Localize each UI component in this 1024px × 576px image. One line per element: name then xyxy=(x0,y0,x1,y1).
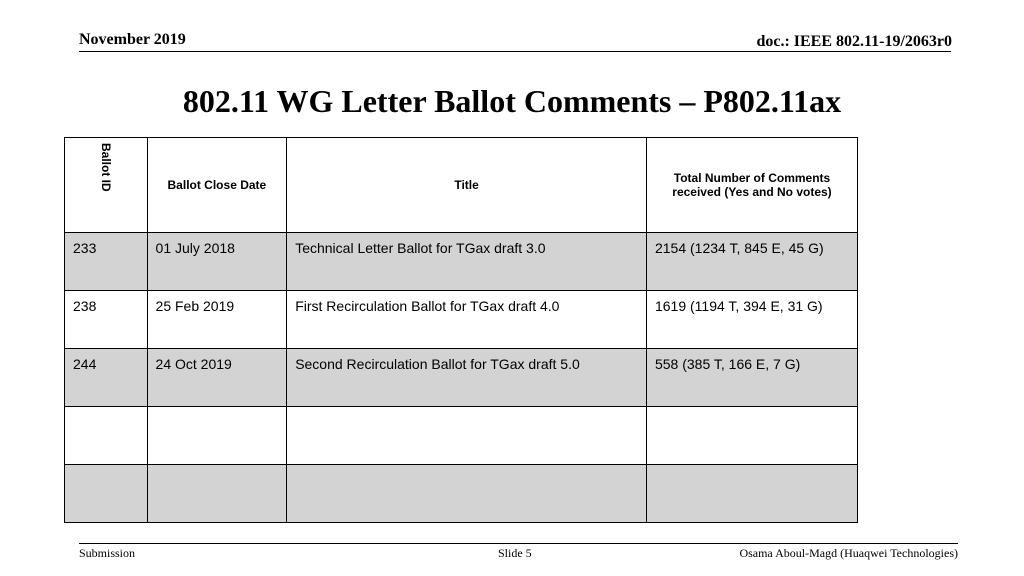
table-row xyxy=(65,233,858,291)
cell-close-date: 01 July 2018 xyxy=(147,233,287,291)
cell-title xyxy=(287,407,647,465)
header-title: Title xyxy=(287,138,647,233)
cell-close-date: 24 Oct 2019 xyxy=(147,349,287,407)
ballot-table xyxy=(64,137,858,523)
cell-total-comments: 558 (385 T, 166 E, 7 G) xyxy=(646,349,857,407)
header-ballot-id-label: Ballot ID xyxy=(98,143,113,192)
cell-title: Technical Letter Ballot for TGax draft 3.0 xyxy=(287,233,647,291)
header-date: November 2019 xyxy=(79,31,186,48)
cell-title: First Recirculation Ballot for TGax draft 4.0 xyxy=(287,291,647,349)
footer-submission: Submission xyxy=(79,546,136,560)
cell-close-date: 25 Feb 2019 xyxy=(147,291,287,349)
slide-title: 802.11 WG Letter Ballot Comments – P802.11ax xyxy=(182,83,842,119)
table-row xyxy=(65,465,858,523)
table-row xyxy=(65,291,858,349)
cell-title xyxy=(287,465,647,523)
header-total-comments: Total Number of Comments received (Yes and No votes) xyxy=(646,138,857,233)
cell-close-date xyxy=(147,465,287,523)
header-close-date: Ballot Close Date xyxy=(147,138,287,233)
cell-ballot-id: 244 xyxy=(65,349,148,407)
footer-author: Osama Aboul-Magd (Huaqwei Technologies) xyxy=(739,546,958,560)
cell-ballot-id xyxy=(65,407,148,465)
table-row xyxy=(65,349,858,407)
cell-total-comments xyxy=(646,465,857,523)
cell-ballot-id: 238 xyxy=(65,291,148,349)
header-divider xyxy=(79,51,951,52)
cell-close-date xyxy=(147,407,287,465)
cell-total-comments: 1619 (1194 T, 394 E, 31 G) xyxy=(646,291,857,349)
header-ballot-id xyxy=(65,138,148,233)
cell-total-comments xyxy=(646,407,857,465)
table-row xyxy=(65,407,858,465)
cell-ballot-id xyxy=(65,465,148,523)
cell-title: Second Recirculation Ballot for TGax draft 5.0 xyxy=(287,349,647,407)
cell-total-comments: 2154 (1234 T, 845 E, 45 G) xyxy=(646,233,857,291)
header-doc-id: doc.: IEEE 802.11-19/2063r0 xyxy=(756,33,952,50)
footer-slide-number: Slide 5 xyxy=(498,546,532,560)
table-header-row xyxy=(65,138,858,233)
cell-ballot-id: 233 xyxy=(65,233,148,291)
footer-divider xyxy=(79,543,958,544)
